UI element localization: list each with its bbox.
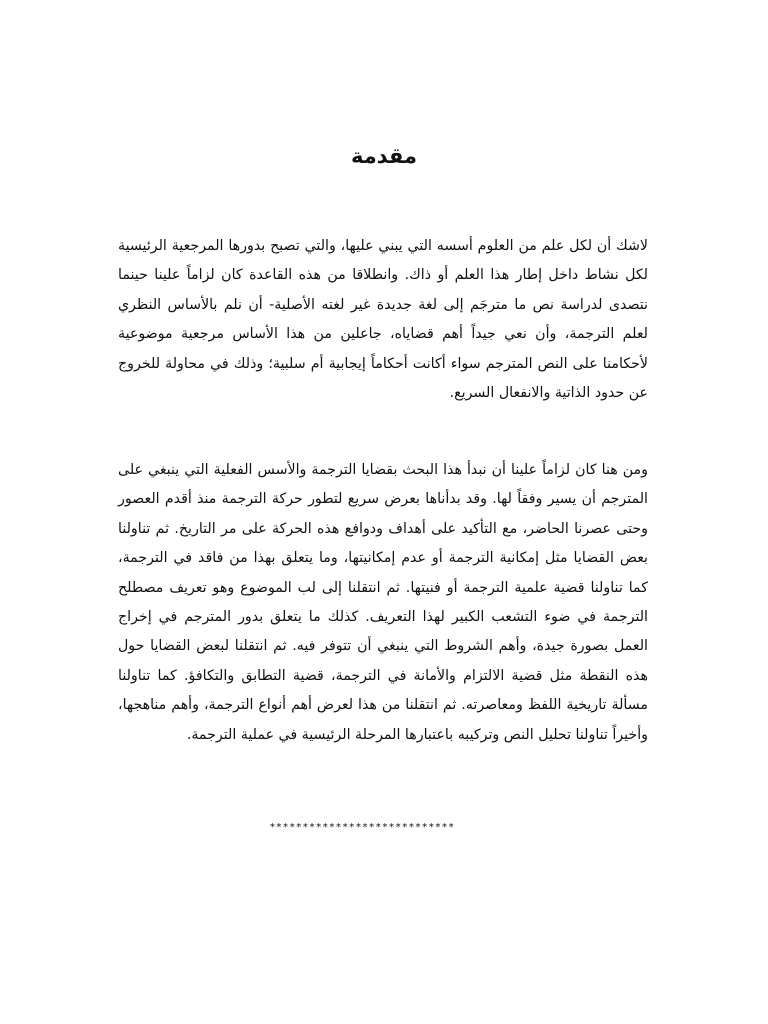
- asterisk-separator: ****************************: [269, 822, 455, 833]
- page-title: مقدمة: [351, 144, 417, 168]
- paragraph-1: لاشك أن لكل علم من العلوم أسسه التي يبني عليها، والتي تصبح بدورها المرجعية الرئيسية لكل نشاط داخل إطار هذا العلم أو ذاك. وانطلاقا من هذه القاعدة كان لزاماً علينا حينما نتصدى لدراسة نص ما مترجَم إلى لغة جديدة غير لغته الأصلية- أن نلم بالأساس النظري لعلم الترجمة، وأن نعي جيداً أهم قضاياه، جاعلين من هذا الأساس مرجعية موضوعية لأحكامنا على النص المترجم سواء أكانت أحكاماً إيجابية أم سلبية؛ وذلك في محاولة للخروج عن حدود الذاتية والانفعال السريع.: [118, 238, 648, 402]
- paragraph-2: ومن هنا كان لزاماً علينا أن نبدأ هذا البحث بقضايا الترجمة والأسس الفعلية التي ينبغي على المترجم أن يسير وفقاً لها. وقد بدأناها بعرض سريع لتطور حركة الترجمة منذ أقدم العصور وحتى عصرنا الحاضر، مع التأكيد على أهداف ودوافع هذه الحركة على مر التاريخ. ثم تناولنا بعض القضايا مثل إمكانية الترجمة أو عدم إمكانيتها، وما يتعلق بهذا من فاقد في الترجمة، كما تناولنا قضية علمية الترجمة أو فنيتها. ثم انتقلنا إلى لب الموضوع وهو تعريف مصطلح الترجمة في ضوء التشعب الكبير لهذا التعريف. كذلك ما يتعلق بدور المترجم في إخراج العمل بصورة جيدة، وأهم الشروط التي ينبغي أن تتوفر فيه. ثم انتقلنا لبعض القضايا حول هذه النقطة مثل قضية الالتزام والأمانة في الترجمة، قضية التطابق والتكافؤ. كما تناولنا مسألة تاريخية اللفظ ومعاصرته. ثم انتقلنا من هذا لعرض أهم أنواع الترجمة، وأهم مناهجها، وأخيراً تناولنا تحليل النص وتركيبه باعتبارها المرحلة الرئيسية في عملية الترجمة.: [118, 462, 648, 743]
